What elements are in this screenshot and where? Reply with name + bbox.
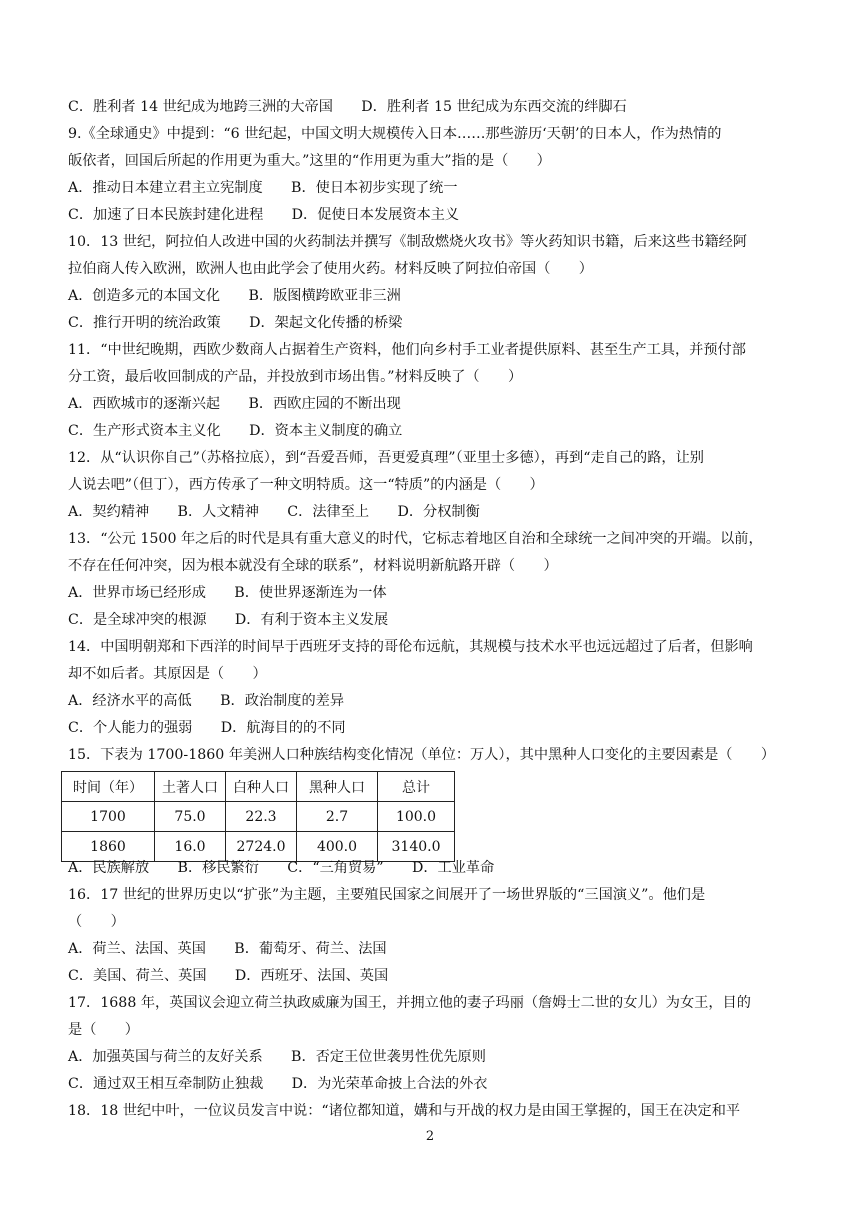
q11-stem-2: 分工资，最后收回制成的产品，并投放到市场出售。”材料反映了（ ） [68,369,523,385]
q10-stem-2: 拉伯商人传入欧洲，欧洲人也由此学会了使用火药。材料反映了阿拉伯帝国（ ） [68,261,593,277]
table-header-cell: 总计 [378,772,455,802]
table-cell: 3140.0 [378,832,455,862]
table-cell: 400.0 [297,832,378,862]
q15-stem: 15．下表为 1700-1860 年美洲人口种族结构变化情况（单位：万人），其中黑种人口变化的主要因素是（ ） [68,747,776,763]
q9-stem-1: 9.《全球通史》中提到：“6 世纪起，中国文明大规模传入日本……那些游历‘天朝’的日本人，作为热情的 [68,126,722,142]
table-header-cell: 白种人口 [226,772,297,802]
page-number: 2 [425,1129,435,1144]
q12-stem-1: 12．从“认识你自己”（苏格拉底），到“吾爱吾师，吾更爱真理”（亚里士多德），再到“走自己的路，让别 [68,450,704,466]
q16-stem-1: 16．17 世纪的世界历史以“扩张”为主题，主要殖民国家之间展开了一场世界版的“三国演义”。他们是 [68,887,706,903]
q14-options-cd: C．个人能力的强弱 D．航海目的的不同 [68,720,346,736]
table-cell: 1860 [62,832,155,862]
q13-stem-1: 13．“公元 1500 年之后的时代是具有重大意义的时代，它标志着地区自治和全球统一之间冲突的开端。以前， [68,531,763,547]
table-row [62,832,455,862]
q12-stem-2: 人说去吧”（但丁），西方传承了一种文明特质。这一“特质”的内涵是（ ） [68,477,544,493]
q17-options-ab: A．加强英国与荷兰的友好关系 B．否定王位世袭男性优先原则 [68,1049,486,1065]
table-header-cell: 黑种人口 [297,772,378,802]
q14-stem-1: 14．中国明朝郑和下西洋的时间早于西班牙支持的哥伦布远航，其规模与技术水平也远远超过了后者，但影响 [68,639,753,655]
q15-options: A．民族解放 B．移民繁衍 C．“三角贸易” D．工业革命 [68,860,495,876]
q16-stem-2: （ ） [68,914,125,930]
q14-options-ab: A．经济水平的高低 B．政治制度的差异 [68,693,345,709]
table-cell: 75.0 [155,802,226,832]
q18-stem-1: 18．18 世纪中叶，一位议员发言中说：“诸位都知道，媾和与开战的权力是由国王掌握的，国王在决定和平 [68,1103,741,1119]
table-header-row [62,772,455,802]
table-cell: 22.3 [226,802,297,832]
population-table [61,771,455,862]
q13-options-ab: A．世界市场已经形成 B．使世界逐渐连为一体 [68,585,387,601]
q8-options-cd: C．胜利者 14 世纪成为地跨三洲的大帝国 D．胜利者 15 世纪成为东西交流的绊脚石 [68,99,627,115]
q16-options-ab: A．荷兰、法国、英国 B．葡萄牙、荷兰、法国 [68,941,387,957]
q10-options-cd: C．推行开明的统治政策 D．架起文化传播的桥梁 [68,315,403,331]
table-cell: 100.0 [378,802,455,832]
table-cell: 2.7 [297,802,378,832]
table-header-cell: 时间（年） [62,772,155,802]
q12-options: A．契约精神 B．人文精神 C．法律至上 D．分权制衡 [68,504,480,520]
q13-options-cd: C．是全球冲突的根源 D．有利于资本主义发展 [68,612,389,628]
q9-options-ab: A．推动日本建立君主立宪制度 B．使日本初步实现了统一 [68,180,458,196]
q17-stem-1: 17．1688 年，英国议会迎立荷兰执政威廉为国王，并拥立他的妻子玛丽（詹姆士二世的女儿）为女王，目的 [68,995,751,1011]
table-row [62,802,455,832]
q13-stem-2: 不存在任何冲突，因为根本就没有全球的联系”，材料说明新航路开辟（ ） [68,558,558,574]
q16-options-cd: C．美国、荷兰、英国 D．西班牙、法国、英国 [68,968,389,984]
q9-stem-2: 皈依者，回国后所起的作用更为重大。”这里的“作用更为重大”指的是（ ） [68,153,551,169]
q14-stem-2: 却不如后者。其原因是（ ） [68,666,267,682]
table-cell: 2724.0 [226,832,297,862]
q10-options-ab: A．创造多元的本国文化 B．版图横跨欧亚非三洲 [68,288,401,304]
q11-options-ab: A．西欧城市的逐渐兴起 B．西欧庄园的不断出现 [68,396,401,412]
table-header-cell: 土著人口 [155,772,226,802]
q11-stem-1: 11．“中世纪晚期，西欧少数商人占据着生产资料，他们向乡村手工业者提供原料、甚至生产工具，并预付部 [68,342,746,358]
table-cell: 16.0 [155,832,226,862]
table-cell: 1700 [62,802,155,832]
q11-options-cd: C．生产形式资本主义化 D．资本主义制度的确立 [68,423,403,439]
q10-stem-1: 10．13 世纪，阿拉伯人改进中国的火药制法并撰写《制敌燃烧火攻书》等火药知识书籍，后来这些书籍经阿 [68,234,748,250]
q17-options-cd: C．通过双王相互牵制防止独裁 D．为光荣革命披上合法的外衣 [68,1076,488,1092]
q9-options-cd: C．加速了日本民族封建化进程 D．促使日本发展资本主义 [68,207,460,223]
q17-stem-2: 是（ ） [68,1022,139,1038]
